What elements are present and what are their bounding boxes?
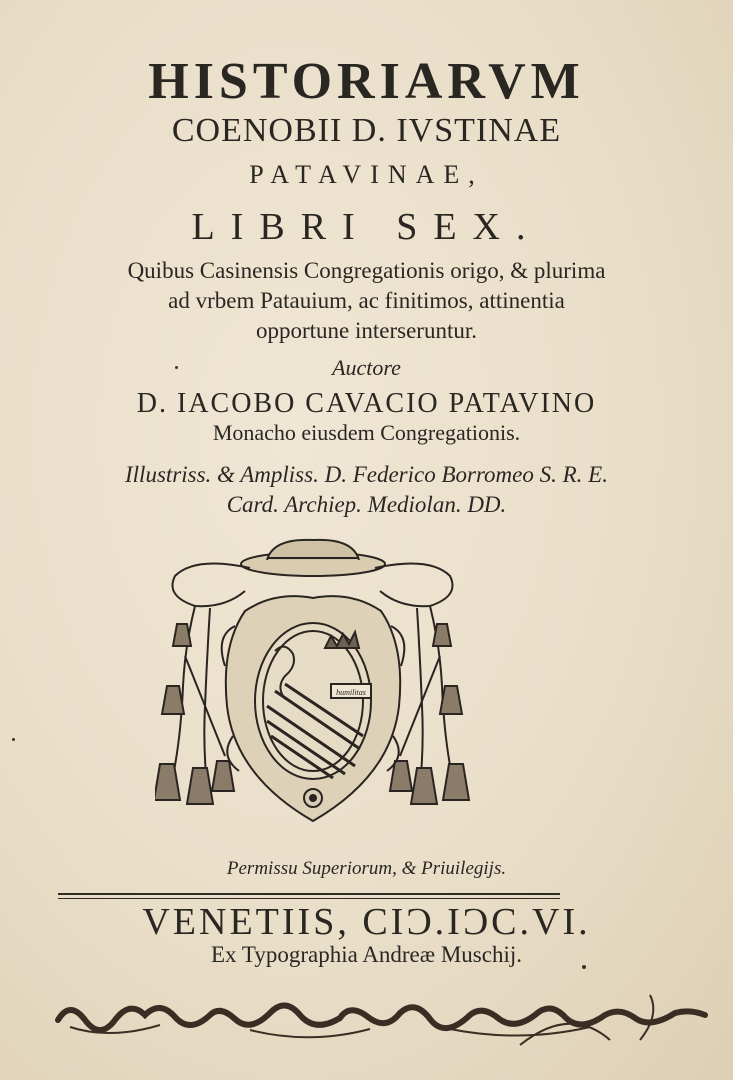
author-name: D. IACOBO CAVACIO PATAVINO: [136, 388, 597, 419]
title-line-2: COENOBII D. IVSTINAE: [171, 112, 562, 149]
imprint-place-date: VENETIIS, CIƆ.IƆC.VI.: [142, 901, 591, 943]
imprint-rule-thin: [58, 898, 560, 899]
title-line-3: PATAVINAE,: [249, 160, 484, 189]
paper-speck: [12, 738, 15, 741]
author-role: Monacho eiusdem Congregationis.: [212, 420, 521, 445]
paper-speck: [175, 366, 178, 369]
paper-speck: [582, 965, 586, 969]
imprint-rule: [58, 893, 560, 895]
coat-of-arms-motto: humilitas: [336, 688, 366, 697]
author-label: Auctore: [332, 355, 401, 380]
description-line-2: ad vrbem Patauium, ac finitimos, attinentia: [168, 288, 565, 313]
permission-line: Permissu Superiorum, & Priuilegijs.: [226, 858, 507, 879]
description-line-3: opportune interseruntur.: [255, 318, 477, 343]
dedication-line-1: Illustriss. & Ampliss. D. Federico Borromeo S. R. E.: [125, 462, 608, 487]
handwritten-inscription: [50, 985, 710, 1055]
description-line-1: Quibus Casinensis Congregationis origo, & plurima: [127, 258, 606, 283]
imprint-printer: Ex Typographia Andreæ Muschij.: [211, 942, 522, 967]
title-line-4: LIBRI SEX.: [191, 206, 542, 248]
dedication-line-2: Card. Archiep. Mediolan. DD.: [226, 492, 507, 517]
title-line-1: HISTORIARVM: [148, 53, 585, 110]
coat-of-arms-woodcut: [155, 536, 475, 846]
